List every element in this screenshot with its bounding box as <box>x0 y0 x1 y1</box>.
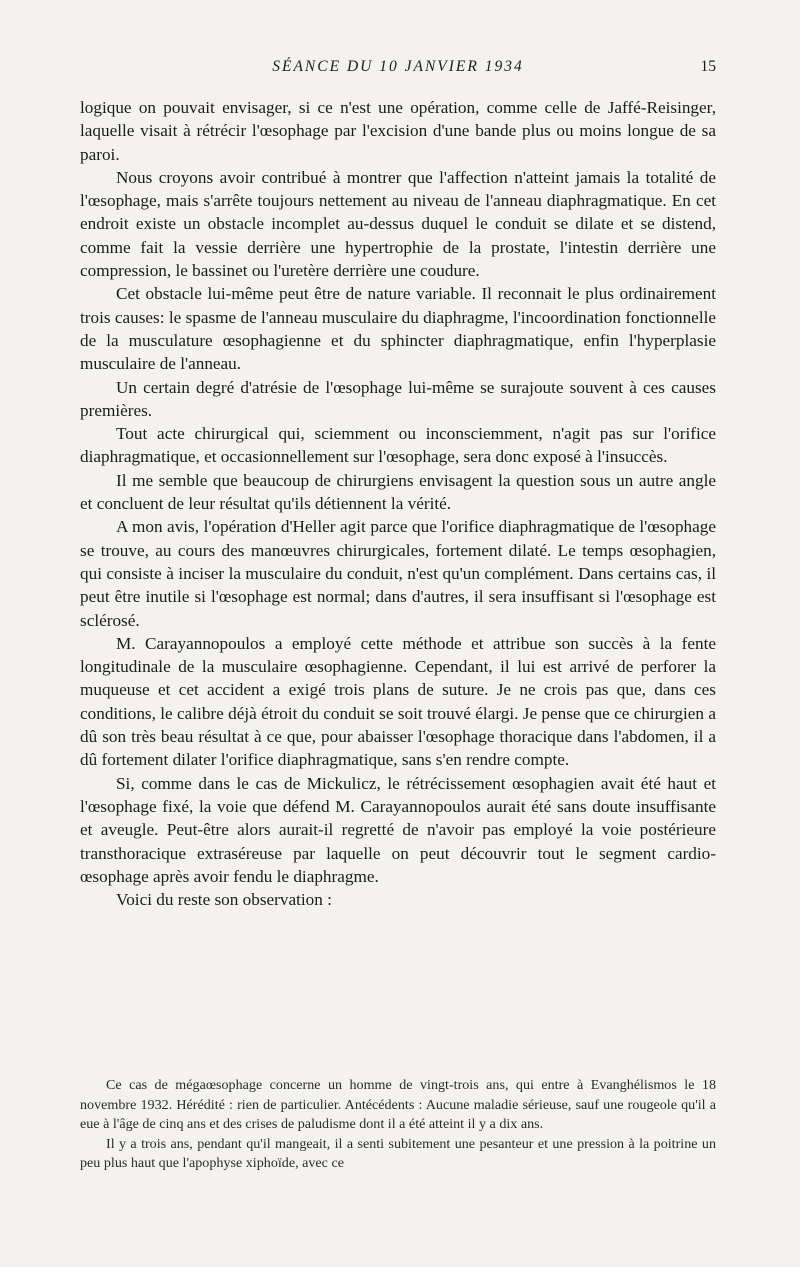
paragraph: Cet obstacle lui-même peut être de nature variable. Il reconnait le plus ordinairement trois causes: le spasme de l'anneau musculaire du diaphragme, l'incoordination fonctionnelle de la musculature œsophagienne et du sphincter diaphragmatique, enfin l'hyperplasie musculaire de l'anneau. <box>80 284 716 374</box>
observation-paragraph: Ce cas de mégaœsophage concerne un homme de vingt-trois ans, qui entre à Evanghélismos le 18 novembre 1932. Hérédité : rien de particulier. Antécédents : Aucune maladie sérieuse, sauf une rougeole qu'il a eue à l'âge de cinq ans et des crises de paludisme dont il a été atteint il y a dix ans. <box>80 1077 716 1133</box>
paragraph: Un certain degré d'atrésie de l'œsophage lui-même se surajoute souvent à ces causes premières. <box>80 377 716 420</box>
page-number: 15 <box>700 58 716 75</box>
paragraph: Nous croyons avoir contribué à montrer que l'affection n'atteint jamais la totalité de l'œsophage, mais s'arrête toujours nettement au niveau de l'anneau diaphragmatique. En cet endroit existe un obstacle incomplet au-dessus duquel le conduit se dilate et se distend, comme fait la vessie derrière une hypertrophie de la prostate, l'intestin derrière une compression, le bassinet ou l'uretère derrière une coudure. <box>80 167 716 281</box>
observation-text <box>80 1076 716 1174</box>
running-head <box>80 58 716 84</box>
main-text <box>80 96 716 911</box>
running-title: SÉANCE DU 10 JANVIER 1934 <box>272 58 524 75</box>
paragraph: M. Carayannopoulos a employé cette méthode et attribue son succès à la fente longitudinale de la musculaire œsophagienne. Cependant, il lui est arrivé de perforer la muqueuse et cet accident a exigé trois plans de suture. Je ne crois pas que, dans ces conditions, le calibre déjà étroit du conduit se soit trouvé élargi. Je pense que ce chirurgien a dû son très beau résultat à ce que, pour abaisser l'œsophage thoracique dans l'abdomen, il a dû fortement dilater l'orifice diaphragmatique, sans s'en rendre compte. <box>80 633 716 770</box>
observation-paragraph: Il y a trois ans, pendant qu'il mangeait, il a senti subitement une pesanteur et une pression à la poitrine un peu plus haut que l'apophyse xiphoïde, avec ce <box>80 1135 716 1172</box>
paragraph: Si, comme dans le cas de Mickulicz, le rétrécissement œsophagien avait été haut et l'œsophage fixé, la voie que défend M. Carayannopoulos aurait été sans doute insuffisante et aveugle. Peut-être alors aurait-il regretté de n'avoir pas employé la voie postérieure transthoracique extraséreuse par laquelle on peut découvrir tout le segment cardio-œsophage après avoir fendu le diaphragme. <box>80 773 716 886</box>
paragraph: A mon avis, l'opération d'Heller agit parce que l'orifice diaphragmatique de l'œsophage se trouve, au cours des manœuvres chirurgicales, fortement dilaté. Le temps œsophagien, qui consiste à inciser la musculaire du conduit, n'est qu'un complément. Dans certains cas, il peut être inutile si l'œsophage est normal; dans d'autres, il sera insuffisant si l'œsophage est sclérosé. <box>80 517 716 630</box>
paragraph: Il me semble que beaucoup de chirurgiens envisagent la question sous un autre angle et concluent de leur résultat qu'ils détiennent la vérité. <box>80 470 716 514</box>
paragraph-intro-observation: Voici du reste son observation : <box>116 890 332 910</box>
paragraph-continuation: logique on pouvait envisager, si ce n'est une opération, comme celle de Jaffé-Reisinger, laquelle visait à rétrécir l'œsophage par l'excision d'une bande plus ou moins longue de sa paroi. <box>80 98 716 164</box>
paragraph: Tout acte chirurgical qui, sciemment ou inconsciemment, n'agit pas sur l'orifice diaphragmatique, et occasionnellement sur l'œsophage, sera donc exposé à l'insuccès. <box>80 424 716 467</box>
